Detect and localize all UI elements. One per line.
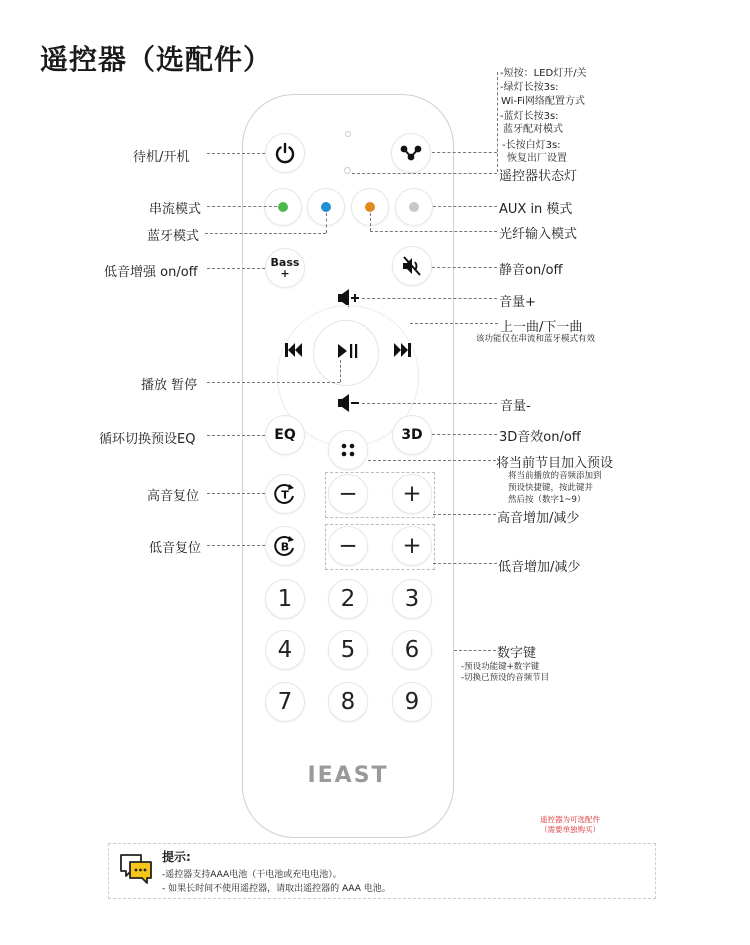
label-cycle-eq: 循环切换预设EQ xyxy=(99,432,196,447)
chat-icon xyxy=(118,851,154,885)
label-3d: 3D音效on/off xyxy=(499,430,581,445)
label-vol-down: 音量- xyxy=(500,399,531,414)
tips-title: 提示: xyxy=(162,850,191,864)
next-icon xyxy=(391,340,413,360)
label-preset-note-3: 然后按（数字1~9） xyxy=(508,495,586,505)
network-icon xyxy=(399,143,423,163)
brand-logo: IEAST xyxy=(307,763,389,788)
3d-button[interactable]: 3D xyxy=(392,415,432,455)
bass-plus: + xyxy=(280,267,290,280)
volume-down-button[interactable] xyxy=(336,393,362,413)
label-bt-pair: 蓝牙配对模式 xyxy=(503,124,563,135)
lead-treble-adjust xyxy=(433,514,496,515)
label-bt-mode: 蓝牙模式 xyxy=(147,229,200,244)
power-icon xyxy=(274,142,296,164)
label-bass-boost: 低音增强 on/off xyxy=(104,265,198,280)
lead-network-h xyxy=(432,152,497,153)
status-led-2 xyxy=(344,167,351,174)
preset-button[interactable] xyxy=(328,430,368,470)
label-play-pause: 播放 暂停 xyxy=(141,378,198,393)
page-title: 遥控器（选配件） xyxy=(40,43,273,76)
label-standby: 待机/开机 xyxy=(133,150,190,165)
tips-line-2: - 如果长时间不使用遥控器，请取出遥控器的 AAA 电池。 xyxy=(162,884,391,894)
volume-down-icon xyxy=(336,393,362,413)
lead-treble-reset xyxy=(207,493,265,494)
lead-mute xyxy=(432,267,497,268)
tips-line-1: -遥控器支持AAA电池（干电池或充电电池）。 xyxy=(162,870,342,880)
label-vol-up: 音量+ xyxy=(499,295,536,310)
digit-8-button[interactable]: 8 xyxy=(328,682,368,722)
lead-play-h xyxy=(207,382,340,383)
lead-aux xyxy=(433,206,497,207)
treble-reset-icon xyxy=(272,481,298,507)
digit-6-button[interactable]: 6 xyxy=(392,630,432,670)
label-preset-note-2: 预设快捷键，按此键并 xyxy=(508,483,594,493)
treble-reset-button[interactable] xyxy=(265,474,305,514)
status-led xyxy=(345,131,351,137)
gray-dot xyxy=(409,202,419,212)
lead-eq xyxy=(207,435,265,436)
play-pause-icon xyxy=(335,341,361,361)
optional-accessory-note xyxy=(530,815,610,835)
lead-optical-v xyxy=(370,213,371,231)
digit-7-button[interactable]: 7 xyxy=(265,682,305,722)
label-status-led: 遥控器状态灯 xyxy=(499,169,578,184)
next-track-button[interactable] xyxy=(391,340,413,360)
green-dot xyxy=(278,202,288,212)
treble-plus-button[interactable]: + xyxy=(392,474,432,514)
network-button[interactable] xyxy=(391,133,431,173)
label-factory-reset: 恢复出厂设置 xyxy=(507,153,567,164)
orange-dot xyxy=(365,202,375,212)
digit-9-button[interactable]: 9 xyxy=(392,682,432,722)
optional-note-line-1: 遥控器为可选配件 xyxy=(540,815,600,824)
label-preset-note-1: 将当前播放的音频添加到 xyxy=(508,471,602,481)
lead-status-led xyxy=(352,173,497,174)
label-add-preset: 将当前节目加入预设 xyxy=(496,456,614,471)
svg-text:B: B xyxy=(280,540,290,554)
bass-reset-icon xyxy=(272,533,298,559)
lead-preset xyxy=(368,460,496,461)
digit-2-button[interactable]: 2 xyxy=(328,579,368,619)
label-bass-reset: 低音复位 xyxy=(149,541,202,556)
lead-bt-h xyxy=(205,233,326,234)
label-bass-adjust: 低音增加/减少 xyxy=(498,560,581,575)
lead-digits xyxy=(454,650,496,651)
lead-bass-adjust xyxy=(433,563,497,564)
lead-vol-up xyxy=(362,298,497,299)
lead-bass-boost xyxy=(207,268,265,269)
label-prev-next-note: 该功能仅在串流和蓝牙模式有效 xyxy=(476,334,596,344)
svg-text:T: T xyxy=(281,488,289,502)
label-short-press: -短按：LED灯开/关 xyxy=(500,68,587,79)
lead-stream xyxy=(207,206,277,207)
digit-3-button[interactable]: 3 xyxy=(392,579,432,619)
digit-1-button[interactable]: 1 xyxy=(265,579,305,619)
digit-5-button[interactable]: 5 xyxy=(328,630,368,670)
label-aux-mode: AUX in 模式 xyxy=(499,202,573,217)
label-wifi-config: Wi-Fi网络配置方式 xyxy=(501,96,585,107)
label-prev-next: 上一曲/下一曲 xyxy=(500,320,583,335)
treble-minus-button[interactable]: − xyxy=(328,474,368,514)
blue-dot xyxy=(321,202,331,212)
mute-icon xyxy=(400,255,424,277)
lead-play-v xyxy=(340,360,341,382)
bass-reset-button[interactable] xyxy=(265,526,305,566)
lead-network-v xyxy=(497,72,498,172)
label-optical-mode: 光纤输入模式 xyxy=(499,227,578,242)
lead-bass-reset xyxy=(207,545,265,546)
label-white-long: -长按白灯3s: xyxy=(502,140,561,151)
label-treble-reset: 高音复位 xyxy=(147,489,200,504)
lead-prev-next xyxy=(410,323,498,324)
aux-mode-button[interactable] xyxy=(395,188,433,226)
lead-optical-h xyxy=(370,231,497,232)
mute-button[interactable] xyxy=(392,246,432,286)
label-digit-note-1: -预设功能键+数字键 xyxy=(461,662,540,672)
previous-track-button[interactable] xyxy=(283,340,305,360)
label-digit-note-2: -切换已预设的音频节目 xyxy=(461,673,550,683)
preset-icon xyxy=(340,442,356,458)
lead-vol-down xyxy=(362,403,497,404)
label-mute: 静音on/off xyxy=(499,263,563,278)
bass-boost-button[interactable] xyxy=(265,248,305,288)
previous-icon xyxy=(283,340,305,360)
lead-bt-v xyxy=(326,213,327,233)
optional-note-line-2: （需要单独购买） xyxy=(540,825,600,834)
label-green-long: -绿灯长按3s: xyxy=(500,82,559,93)
eq-button[interactable]: EQ xyxy=(265,415,305,455)
label-stream-mode: 串流模式 xyxy=(149,202,202,217)
label-treble-adjust: 高音增加/减少 xyxy=(497,511,580,526)
stream-mode-button[interactable] xyxy=(264,188,302,226)
power-button[interactable] xyxy=(265,133,305,173)
bass-minus-button[interactable]: − xyxy=(328,526,368,566)
label-blue-long: -蓝灯长按3s: xyxy=(500,111,559,122)
digit-4-button[interactable]: 4 xyxy=(265,630,305,670)
label-digit-keys: 数字键 xyxy=(497,646,537,661)
lead-3d xyxy=(432,434,497,435)
bass-label: Bass xyxy=(270,256,300,269)
bass-plus-button[interactable]: + xyxy=(392,526,432,566)
lead-standby xyxy=(207,153,265,154)
